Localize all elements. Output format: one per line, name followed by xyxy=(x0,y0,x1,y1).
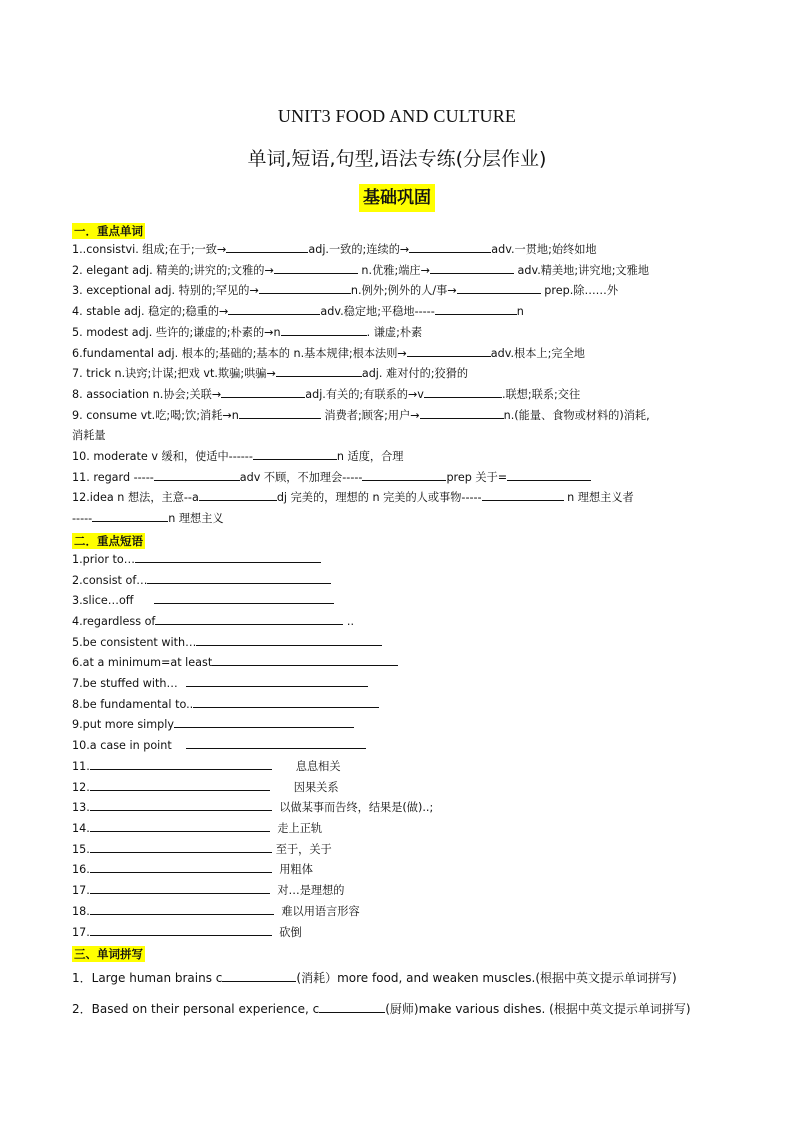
blank[interactable] xyxy=(228,302,320,315)
phrase-item xyxy=(72,798,732,819)
phrase-label: 15. xyxy=(72,842,90,856)
phrase-item xyxy=(72,860,732,881)
blank[interactable] xyxy=(90,881,270,894)
spelling-text: 1．Large human brains c xyxy=(72,971,223,986)
vocab-text: 6.fundamental adj. 根本的;基础的;基本的 n.基本规律;根本法则→ xyxy=(72,346,407,360)
phrase-list xyxy=(72,550,732,943)
vocab-text: 12.idea n 想法，主意--a xyxy=(72,491,199,505)
vocab-item-11 xyxy=(72,468,732,489)
phrase-label: 3.slice…off xyxy=(72,594,134,608)
blank[interactable] xyxy=(212,653,398,666)
phrase-meaning: 用粗体 xyxy=(275,863,313,877)
section-heading-spelling: 三、单词拼写 xyxy=(74,947,143,962)
vocab-text: . 谦虚;朴素 xyxy=(366,325,423,339)
vocab-text: 5. modest adj. 些许的;谦虚的;朴素的→n xyxy=(72,325,281,339)
phrase-item xyxy=(72,550,732,571)
phrase-label: 6.at a minimum=at least xyxy=(72,656,213,670)
vocab-text: n 适度，合理 xyxy=(336,450,404,464)
vocab-text: adv.一贯地;始终如地 xyxy=(491,243,597,256)
phrase-item xyxy=(72,902,732,923)
blank[interactable] xyxy=(420,406,504,419)
phrase-meaning: 走上正轨 xyxy=(273,821,323,835)
vocab-text: n.优雅;端庄→ xyxy=(357,263,430,277)
vocab-text: prep 关于= xyxy=(446,470,508,484)
vocab-text: adj. 难对付的;狡猾的 xyxy=(361,367,469,381)
content xyxy=(72,220,732,1025)
vocab-text: adv.根本上;完全地 xyxy=(490,346,585,360)
phrase-label: 18. xyxy=(72,904,90,918)
spelling-item-1 xyxy=(72,963,732,994)
blank[interactable] xyxy=(174,715,354,728)
blank[interactable] xyxy=(90,902,274,915)
blank[interactable] xyxy=(90,778,270,791)
vocab-item-9 xyxy=(72,406,732,427)
vocab-item-1 xyxy=(72,240,732,261)
phrase-item xyxy=(72,881,732,902)
page-subtitle: 单词,短语,句型,语法专练(分层作业) xyxy=(247,148,547,170)
vocab-text: 2. elegant adj. 精美的;讲究的;文雅的→ xyxy=(72,263,274,277)
phrase-label: 14. xyxy=(72,821,90,835)
phrase-label: 2.consist of… xyxy=(72,573,148,587)
phrase-item xyxy=(72,819,732,840)
phrase-item xyxy=(72,695,732,716)
vocab-text: dj 完美的，理想的 n 完美的人或事物----- xyxy=(276,491,482,505)
phrase-label: 10.a case in point xyxy=(72,739,172,753)
blank[interactable] xyxy=(409,240,491,253)
blank[interactable] xyxy=(319,1000,385,1013)
phrase-label: 8.be fundamental to.. xyxy=(72,697,194,711)
blank[interactable] xyxy=(154,468,240,481)
vocab-item-6 xyxy=(72,344,732,365)
phrase-label: 12. xyxy=(72,780,90,794)
vocab-text: n xyxy=(516,305,524,319)
phrase-label: 1.prior to… xyxy=(72,552,135,566)
phrase-item xyxy=(72,778,732,799)
blank[interactable] xyxy=(155,612,343,625)
vocab-text: 7. trick n.诀窍;计谋;把戏 vt.欺骗;哄骗→ xyxy=(72,367,276,381)
blank[interactable] xyxy=(186,674,368,687)
spelling-item-2 xyxy=(72,994,732,1025)
vocab-text: n 理想主义者 xyxy=(563,491,634,505)
phrase-item xyxy=(72,591,732,612)
vocab-text: 11. regard ----- xyxy=(72,470,154,484)
blank[interactable] xyxy=(196,633,382,646)
blank[interactable] xyxy=(407,344,491,357)
blank[interactable] xyxy=(424,385,502,398)
blank[interactable] xyxy=(135,550,321,563)
vocab-item-4 xyxy=(72,302,732,323)
blank[interactable] xyxy=(222,969,296,982)
vocab-item-8 xyxy=(72,385,732,406)
blank[interactable] xyxy=(90,923,272,936)
phrase-label: 9.put more simply xyxy=(72,718,175,732)
vocab-text: adj.一致的;连续的→ xyxy=(308,243,410,256)
blank[interactable] xyxy=(430,261,514,274)
blank[interactable] xyxy=(90,840,272,853)
vocab-text: 消耗量 xyxy=(72,429,106,443)
vocab-text: .联想;联系;交往 xyxy=(501,387,581,401)
blank[interactable] xyxy=(193,695,379,708)
blank[interactable] xyxy=(239,406,321,419)
vocab-text: 8. association n.协会;关联→ xyxy=(72,387,222,401)
phrase-item xyxy=(72,757,732,778)
blank[interactable] xyxy=(259,281,351,294)
vocab-item-9-cont xyxy=(72,426,732,447)
vocab-item-3 xyxy=(72,281,732,302)
phrase-item xyxy=(72,840,732,861)
blank[interactable] xyxy=(90,798,272,811)
vocab-item-12-cont xyxy=(72,509,732,530)
phrase-meaning: 至于，关于 xyxy=(275,842,332,856)
blank[interactable] xyxy=(507,468,591,481)
phrase-label: 17. xyxy=(72,925,90,939)
phrase-meaning: 因果关系 xyxy=(293,780,339,794)
phrase-item xyxy=(72,923,732,944)
vocab-text: n.例外;例外的人/事→ xyxy=(350,284,457,298)
blank[interactable] xyxy=(482,488,564,501)
section-heading-key-words: 一．重点单词 xyxy=(74,224,143,238)
phrase-item xyxy=(72,653,732,674)
blank[interactable] xyxy=(276,364,362,377)
phrase-item xyxy=(72,633,732,654)
blank[interactable] xyxy=(457,281,541,294)
phrase-item xyxy=(72,736,732,757)
blank[interactable] xyxy=(199,488,277,501)
level-banner: 基础巩固 xyxy=(359,184,435,212)
banner-wrap xyxy=(0,184,794,212)
vocab-text: 消费者;顾客;用户→ xyxy=(320,408,420,422)
section-heading-key-phrases: 二．重点短语 xyxy=(74,533,143,548)
blank[interactable] xyxy=(226,240,308,253)
vocab-text: adv 不顾，不加理会----- xyxy=(239,470,363,484)
vocab-item-5 xyxy=(72,323,732,344)
blank[interactable] xyxy=(147,571,331,584)
vocab-item-2 xyxy=(72,261,732,282)
blank[interactable] xyxy=(274,261,358,274)
vocab-text: 3. exceptional adj. 特别的;罕见的→ xyxy=(72,284,259,298)
phrase-label: 5.be consistent with… xyxy=(72,635,197,649)
phrase-meaning: 以做某事而告终，结果是(做)..; xyxy=(275,801,434,815)
phrase-meaning: 息息相关 xyxy=(295,759,341,773)
phrase-label: 16. xyxy=(72,863,90,877)
blank[interactable] xyxy=(253,447,337,460)
blank[interactable] xyxy=(154,591,334,604)
blank[interactable] xyxy=(90,757,272,770)
vocab-text: prep.除……外 xyxy=(540,284,619,298)
vocab-text: adv.稳定地;平稳地----- xyxy=(320,305,435,319)
vocab-item-12 xyxy=(72,488,732,509)
phrase-label: 11. xyxy=(72,759,90,773)
phrase-meaning: 砍倒 xyxy=(275,925,302,939)
phrase-item xyxy=(72,571,732,592)
phrase-item xyxy=(72,612,732,633)
page-title: UNIT3 FOOD AND CULTURE xyxy=(277,106,517,126)
vocab-text: 4. stable adj. 稳定的;稳重的→ xyxy=(72,305,229,319)
vocab-text: n.(能量、食物或材料的)消耗, xyxy=(503,408,650,422)
spelling-text: (厨师)make various dishes. (根据中英文提示单词拼写) xyxy=(385,1002,691,1017)
blank[interactable] xyxy=(92,509,168,522)
blank[interactable] xyxy=(90,860,272,873)
phrase-label: 13. xyxy=(72,801,90,815)
blank[interactable] xyxy=(186,736,366,749)
vocab-text: ----- xyxy=(72,512,93,526)
phrase-item xyxy=(72,674,732,695)
phrase-meaning: 难以用语言形容 xyxy=(277,904,360,918)
blank[interactable] xyxy=(281,323,367,336)
vocab-text: 10. moderate v 缓和，使适中------ xyxy=(72,450,253,464)
phrase-label: 4.regardless of xyxy=(72,614,156,628)
vocab-text: adv.精美地;讲究地;文雅地 xyxy=(513,263,650,277)
spelling-text: 2．Based on their personal experience, c xyxy=(72,1002,320,1017)
spelling-text: (消耗）more food, and weaken muscles.(根据中英文提示单词拼写) xyxy=(296,971,677,986)
vocab-text: 9. consume vt.吃;喝;饮;消耗→n xyxy=(72,408,239,422)
vocab-text: adj.有关的;有联系的→v xyxy=(305,387,424,401)
phrase-item xyxy=(72,715,732,736)
blank[interactable] xyxy=(362,468,446,481)
phrase-meaning: .. xyxy=(343,614,355,628)
phrase-meaning: 对…是理想的 xyxy=(273,884,345,898)
phrase-label: 17. xyxy=(72,884,90,898)
blank[interactable] xyxy=(221,385,305,398)
vocab-item-10 xyxy=(72,447,732,468)
phrase-label: 7.be stuffed with… xyxy=(72,677,178,691)
blank[interactable] xyxy=(90,819,270,832)
vocab-item-7 xyxy=(72,364,732,385)
vocab-text: 1..consistvi. 组成;在于;一致→ xyxy=(72,243,227,256)
vocab-text: n 理想主义 xyxy=(168,512,224,526)
blank[interactable] xyxy=(435,302,517,315)
